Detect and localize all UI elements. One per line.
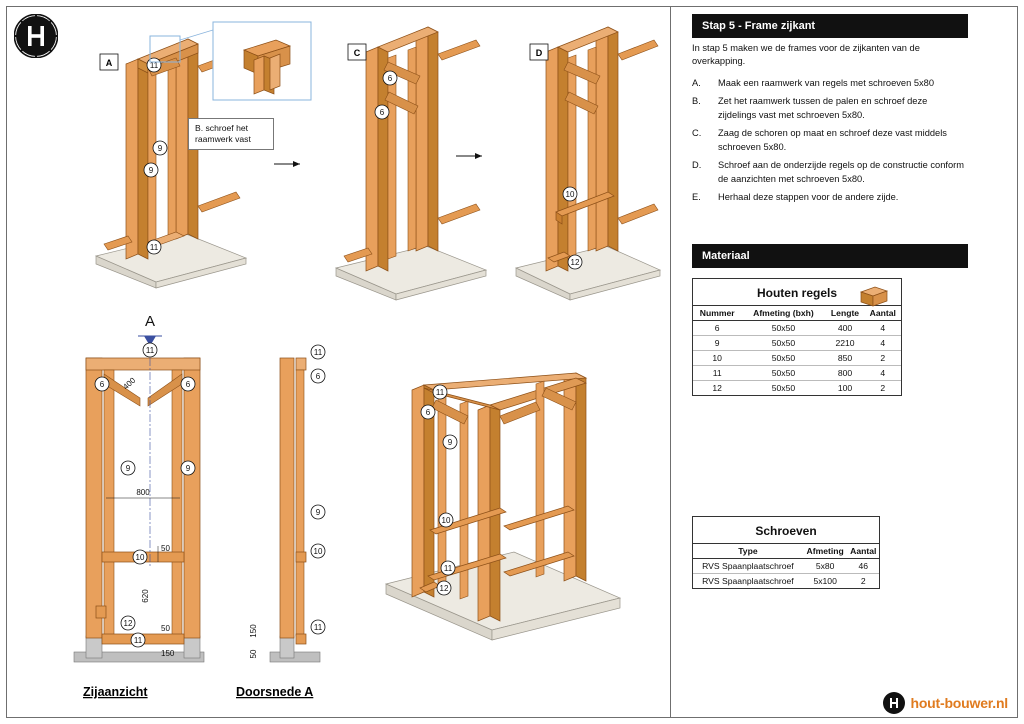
svg-text:800: 800 — [136, 488, 150, 497]
step-title-bar: Stap 5 - Frame zijkant — [692, 14, 968, 38]
list-item — [692, 159, 968, 191]
note-b: B. schroef het raamwerk vast — [188, 118, 274, 150]
svg-text:11: 11 — [443, 564, 453, 573]
col-header: Lengte — [825, 306, 864, 321]
view-c-isometric — [336, 27, 486, 300]
table-row: RVS Spaanplaatschroef 5x100 2 — [702, 576, 866, 586]
wood-table — [693, 305, 901, 395]
col-header: Nummer — [693, 306, 741, 321]
svg-text:9: 9 — [315, 508, 321, 517]
list-item — [692, 191, 968, 209]
step-key: C. — [692, 128, 702, 139]
table-row: 6 50x50 400 4 — [693, 321, 901, 336]
svg-text:6: 6 — [185, 380, 191, 389]
list-item — [692, 77, 968, 95]
col-header: Aantal — [865, 306, 901, 321]
svg-text:9: 9 — [185, 464, 191, 473]
step-key: D. — [692, 160, 702, 171]
svg-text:12: 12 — [123, 619, 133, 628]
table-row: 9 50x50 2210 4 — [693, 336, 901, 351]
svg-text:50: 50 — [161, 544, 170, 553]
screw-table-title: Schroeven — [755, 524, 817, 538]
table-row: 11 50x50 800 4 — [693, 366, 901, 381]
svg-text:9: 9 — [148, 166, 154, 175]
step-text: Zaag de schoren op maat en schroef deze vast middels schroeven 5x80. — [718, 128, 947, 152]
svg-text:10: 10 — [441, 516, 451, 525]
svg-text:9: 9 — [157, 144, 163, 153]
svg-text:6: 6 — [99, 380, 105, 389]
caption-doorsnede: Doorsnede A — [236, 685, 314, 699]
col-header: Type — [693, 544, 803, 559]
svg-text:11: 11 — [149, 243, 159, 252]
view-d-isometric — [516, 27, 660, 300]
svg-text:6: 6 — [315, 372, 321, 381]
callout-group-section — [311, 345, 325, 634]
step-list — [692, 77, 968, 210]
svg-text:6: 6 — [379, 108, 385, 117]
svg-text:11: 11 — [435, 388, 445, 397]
svg-text:12: 12 — [439, 584, 449, 593]
step-text: Maak een raamwerk van regels met schroeven 5x80 — [718, 77, 934, 88]
step-text: Herhaal deze stappen voor de andere zijde. — [718, 192, 899, 203]
list-item — [692, 95, 968, 127]
view-doorsnede-a — [236, 345, 325, 699]
svg-text:11: 11 — [313, 623, 323, 632]
svg-text:400: 400 — [121, 375, 138, 392]
step-intro: In stap 5 maken we de frames voor de zijkanten van de overkapping. — [692, 43, 920, 67]
col-header: Afmeting — [803, 544, 848, 559]
list-item — [692, 127, 968, 159]
wood-table-box — [692, 278, 902, 396]
view-label-c: C — [353, 48, 361, 58]
view-final-isometric — [386, 373, 620, 640]
svg-text:10: 10 — [135, 553, 145, 562]
step-key: B. — [692, 96, 701, 107]
table-row: 12 50x50 100 2 — [712, 383, 886, 393]
section-marker-label: A — [144, 313, 156, 330]
svg-text:6: 6 — [425, 408, 431, 417]
drawings-canvas — [8, 6, 668, 718]
step-key: A. — [692, 77, 701, 88]
step-text: Zet het raamwerk tussen de palen en schroef deze zijdelings vast met schroeven 5x80. — [718, 96, 928, 120]
screw-table — [693, 543, 879, 588]
material-bar: Materiaal — [692, 244, 968, 268]
svg-text:11: 11 — [133, 636, 143, 645]
wood-table-title: Houten regels — [756, 286, 837, 300]
sheet-divider — [670, 6, 671, 718]
svg-text:620: 620 — [141, 589, 150, 603]
wood-beam-icon — [859, 284, 889, 308]
col-header: Afmeting (bxh) — [741, 306, 825, 321]
svg-text:10: 10 — [313, 547, 323, 556]
footer-brand-text: hout-bouwer.nl — [910, 695, 1008, 711]
svg-text:11: 11 — [313, 348, 323, 357]
svg-text:6: 6 — [387, 74, 393, 83]
table-row: RVS Spaanplaatschroef 5x80 46 — [693, 559, 879, 574]
svg-text:150: 150 — [161, 649, 175, 658]
svg-text:50: 50 — [249, 649, 258, 659]
svg-text:11: 11 — [149, 61, 159, 70]
view-label-d: D — [535, 48, 543, 58]
step-key: E. — [692, 192, 701, 203]
table-row: 10 50x50 850 2 — [693, 351, 901, 366]
svg-text:9: 9 — [125, 464, 131, 473]
screw-table-box — [692, 516, 880, 589]
footer-logo-icon — [883, 692, 905, 714]
step-text: Schroef aan de onderzijde regels op de constructie conform de aanzichten met schroeven 5x80. — [718, 160, 964, 184]
svg-text:12: 12 — [570, 258, 580, 267]
step-instructions — [692, 42, 968, 210]
view-zijaanzicht — [74, 313, 204, 699]
svg-text:50: 50 — [161, 624, 170, 633]
svg-text:9: 9 — [447, 438, 453, 447]
svg-text:11: 11 — [145, 346, 155, 355]
view-label-a: A — [105, 58, 113, 68]
svg-text:150: 150 — [249, 624, 258, 638]
svg-text:10: 10 — [565, 190, 575, 199]
caption-zijaanzicht: Zijaanzicht — [83, 685, 148, 699]
footer-brand — [883, 692, 1008, 714]
col-header: Aantal — [847, 544, 879, 559]
